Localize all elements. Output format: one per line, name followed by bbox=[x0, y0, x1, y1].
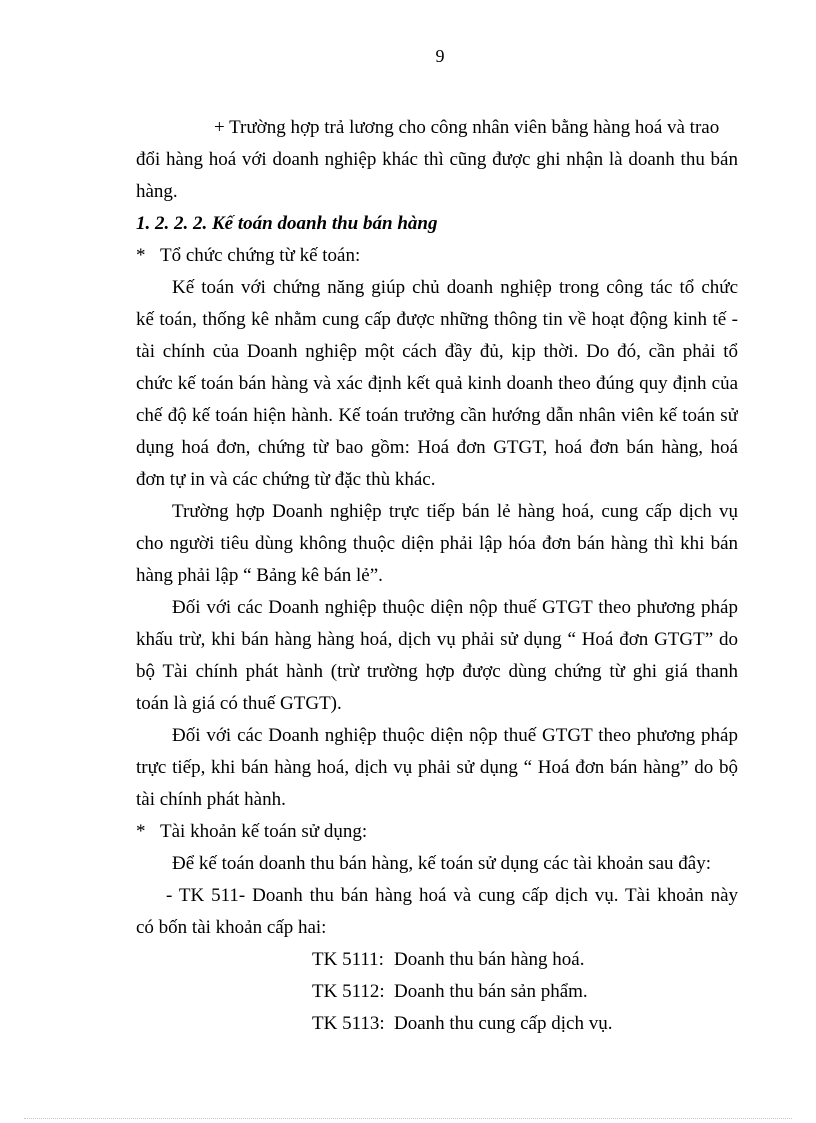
asterisk-bullet-icon: * bbox=[136, 821, 146, 842]
paragraph-line: cho người tiêu dùng không thuộc diện phải lập hóa đơn bán hàng thì khi bán bbox=[136, 533, 738, 554]
account-name: Doanh thu bán hàng hoá. bbox=[394, 949, 585, 970]
paragraph-line: chế độ kế toán hiện hành. Kế toán trưởng cần hướng dẫn nhân viên kế toán sử bbox=[136, 405, 738, 426]
account-code: TK 5111: bbox=[312, 949, 384, 970]
paragraph-line: tài chính của Doanh nghiệp một cách đầy đủ, kịp thời. Do đó, cần phải tổ bbox=[136, 341, 738, 362]
asterisk-bullet-icon: * bbox=[136, 245, 146, 266]
paragraph-line: toán là giá có thuế GTGT). bbox=[136, 693, 342, 714]
paragraph-line: + Trường hợp trả lương cho công nhân viên bằng hàng hoá và trao bbox=[214, 117, 720, 138]
paragraph-line: tài chính phát hành. bbox=[136, 789, 286, 810]
account-row bbox=[136, 976, 738, 1008]
paragraph-line: kế toán, thống kê nhằm cung cấp được những thông tin về hoạt động kinh tế - bbox=[136, 309, 738, 330]
paragraph-line: hàng phải lập “ Bảng kê bán lẻ”. bbox=[136, 565, 383, 586]
paragraph-line: khấu trừ, khi bán hàng hàng hoá, dịch vụ phải sử dụng “ Hoá đơn GTGT” do bbox=[136, 629, 738, 650]
bullet-item bbox=[136, 240, 738, 272]
paragraph-line: Đối với các Doanh nghiệp thuộc diện nộp thuế GTGT theo phương pháp bbox=[172, 725, 738, 746]
paragraph-line: Trường hợp Doanh nghiệp trực tiếp bán lẻ hàng hoá, cung cấp dịch vụ bbox=[172, 501, 738, 522]
account-code: TK 5112: bbox=[312, 981, 385, 1002]
section-heading: 1. 2. 2. 2. Kế toán doanh thu bán hàng bbox=[136, 213, 438, 234]
paragraph-line: đơn tự in và các chứng từ đặc thù khác. bbox=[136, 469, 436, 490]
paragraph-line: có bốn tài khoản cấp hai: bbox=[136, 917, 327, 938]
bullet-text: Tài khoản kế toán sử dụng: bbox=[160, 821, 368, 842]
paragraph-line: Đối với các Doanh nghiệp thuộc diện nộp thuế GTGT theo phương pháp bbox=[172, 597, 738, 618]
paragraph-line: - TK 511- Doanh thu bán hàng hoá và cung cấp dịch vụ. Tài khoản này bbox=[166, 885, 738, 906]
account-row bbox=[136, 944, 738, 976]
paragraph-line: bộ Tài chính phát hành (trừ trường hợp được dùng chứng từ ghi giá thanh bbox=[136, 661, 738, 682]
bullet-item bbox=[136, 816, 738, 848]
bullet-text: Tổ chức chứng từ kế toán: bbox=[160, 245, 361, 266]
paragraph-line: dụng hoá đơn, chứng từ bao gồm: Hoá đơn GTGT, hoá đơn bán hàng, hoá bbox=[136, 437, 738, 458]
paragraph-line: đổi hàng hoá với doanh nghiệp khác thì cũng được ghi nhận là doanh thu bán bbox=[136, 149, 738, 170]
account-code: TK 5113: bbox=[312, 1013, 385, 1034]
document-body bbox=[136, 112, 738, 1040]
account-row bbox=[136, 1008, 738, 1040]
paragraph-line: Kế toán với chứng năng giúp chủ doanh nghiệp trong công tác tổ chức bbox=[172, 277, 738, 298]
account-name: Doanh thu bán sản phẩm. bbox=[394, 981, 588, 1002]
account-name: Doanh thu cung cấp dịch vụ. bbox=[394, 1013, 613, 1034]
paragraph-line: trực tiếp, khi bán hàng hoá, dịch vụ phải sử dụng “ Hoá đơn bán hàng” do bộ bbox=[136, 757, 738, 778]
paragraph-line: hàng. bbox=[136, 181, 178, 202]
paragraph-line: chức kế toán bán hàng và xác định kết quả kinh doanh theo đúng quy định của bbox=[136, 373, 738, 394]
page-number: 9 bbox=[435, 46, 445, 66]
page-bottom-divider bbox=[24, 1118, 792, 1119]
paragraph-line: Để kế toán doanh thu bán hàng, kế toán sử dụng các tài khoản sau đây: bbox=[172, 853, 711, 874]
